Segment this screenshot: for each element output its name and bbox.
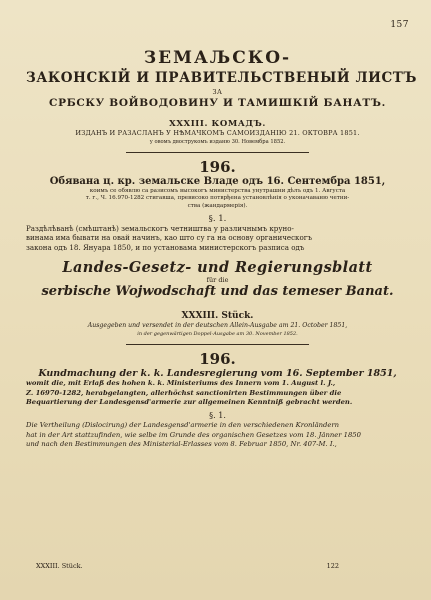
german-issue: XXXIII. Stück. bbox=[181, 310, 254, 321]
serbian-issued: ИЗДАНЪ И РАЗАСЛАНЪ У НѢМАЧКОМЪ САМОИЗДАНІЮ 21. ОКТОВРА 1851. bbox=[75, 129, 360, 137]
serbian-body-line: закона одъ 18. Януара 1850, и по установама министерскогъ разписа одъ bbox=[26, 243, 305, 253]
page-number: 157 bbox=[390, 20, 409, 30]
footer-right: 122 bbox=[326, 562, 339, 570]
german-issued: Ausgegeben und versendet in der deutschen Allein-Ausgabe am 21. October 1851, bbox=[87, 321, 348, 329]
german-body-line: und nach den Bestimmungen des Ministerial-Erlasses vom 8. Februar 1850, Nr. 407-M. I., bbox=[26, 440, 337, 449]
serbian-za: ЗА bbox=[212, 88, 223, 96]
german-number: 196. bbox=[199, 350, 236, 369]
serbian-body bbox=[26, 224, 409, 253]
divider bbox=[126, 152, 309, 153]
divider bbox=[126, 344, 309, 345]
page-footer bbox=[26, 562, 409, 570]
german-heading: Kundmachung der k. k. Landesregierung vom 16. September 1851, bbox=[38, 368, 397, 380]
serbian-note-line: т. г., Ч. 16.970-1282 стигавша, превисоко потврђена установлѣнія о уконачаваню четни- bbox=[85, 195, 350, 202]
german-fur: für die bbox=[206, 275, 229, 284]
german-body bbox=[26, 421, 409, 450]
german-title-line1: Landes-Gesetz- und Regierungsblatt bbox=[62, 258, 373, 276]
footer-left: XXXIII. Stück. bbox=[36, 562, 83, 570]
serbian-note-line: ства (жандармерія). bbox=[187, 202, 248, 209]
serbian-title-line1: ЗЕМАЉСКО- bbox=[143, 48, 292, 68]
serbian-note-line: коимъ се обявлю са разисомъ высокогъ министерства унутрашни дѣлъ одъ 1. Августа bbox=[89, 188, 346, 194]
german-issued-sub: in der gegenwärtigen Doppel-Ausgabe am 30. November 1852. bbox=[137, 331, 298, 338]
german-section: §. 1. bbox=[209, 410, 226, 420]
serbian-title-line3: СРБСКУ ВОЙВОДОВИНУ И ТАМИШКІЙ БАНАТЪ. bbox=[49, 97, 386, 109]
german-bold-line: Z. 16970-1282, herabgelangten, allerhöchst sanctionirten Bestimmungen über die bbox=[26, 388, 342, 397]
serbian-heading: Обявана ц. кр. земальске Владе одъ 16. Сентембра 1851, bbox=[49, 176, 386, 187]
serbian-section: §. 1. bbox=[208, 213, 227, 224]
serbian-body-line: Раздѣлѣванѣ (смѣштанѣ) земальскогъ четништва у различнымъ круно- bbox=[26, 223, 294, 233]
serbian-body-line: винама има бывати на овай начинъ, као што су га на основу органическогъ bbox=[26, 233, 312, 243]
serbian-note bbox=[26, 188, 409, 210]
serbian-title-line2: ЗАКОНСКІЙ И ПРАВИТЕЛЬСТВЕНЫЙ ЛИСТЪ bbox=[26, 70, 417, 86]
german-bold-line: womit die, mit Erlaß des hohen k. k. Ministeriums des Innern vom 1. August l. J., bbox=[26, 379, 336, 388]
german-bold-line: Bequartierung der Landesgensd'armerie zur allgemeinen Kenntniß gebracht werden. bbox=[26, 398, 353, 407]
german-title-line2: serbische Wojwodschaft und das temeser Banat. bbox=[41, 283, 394, 299]
german-body-line: hat in der Art stattzufinden, wie selbe im Grunde des organischen Gesetzes vom 18. Jänner 1850 bbox=[26, 430, 361, 439]
serbian-number: 196. bbox=[199, 158, 236, 176]
serbian-issued-sub: у овомъ двострукомъ изданю 30. Новембра 1852. bbox=[149, 139, 286, 145]
serbian-issue: XXXIII. КОМАДЪ. bbox=[169, 119, 266, 129]
german-body-line: Die Vertheilung (Dislocirung) der Landesgensd'armerie in den verschiedenen Kronländern bbox=[26, 420, 340, 429]
german-bold-text bbox=[26, 379, 409, 408]
